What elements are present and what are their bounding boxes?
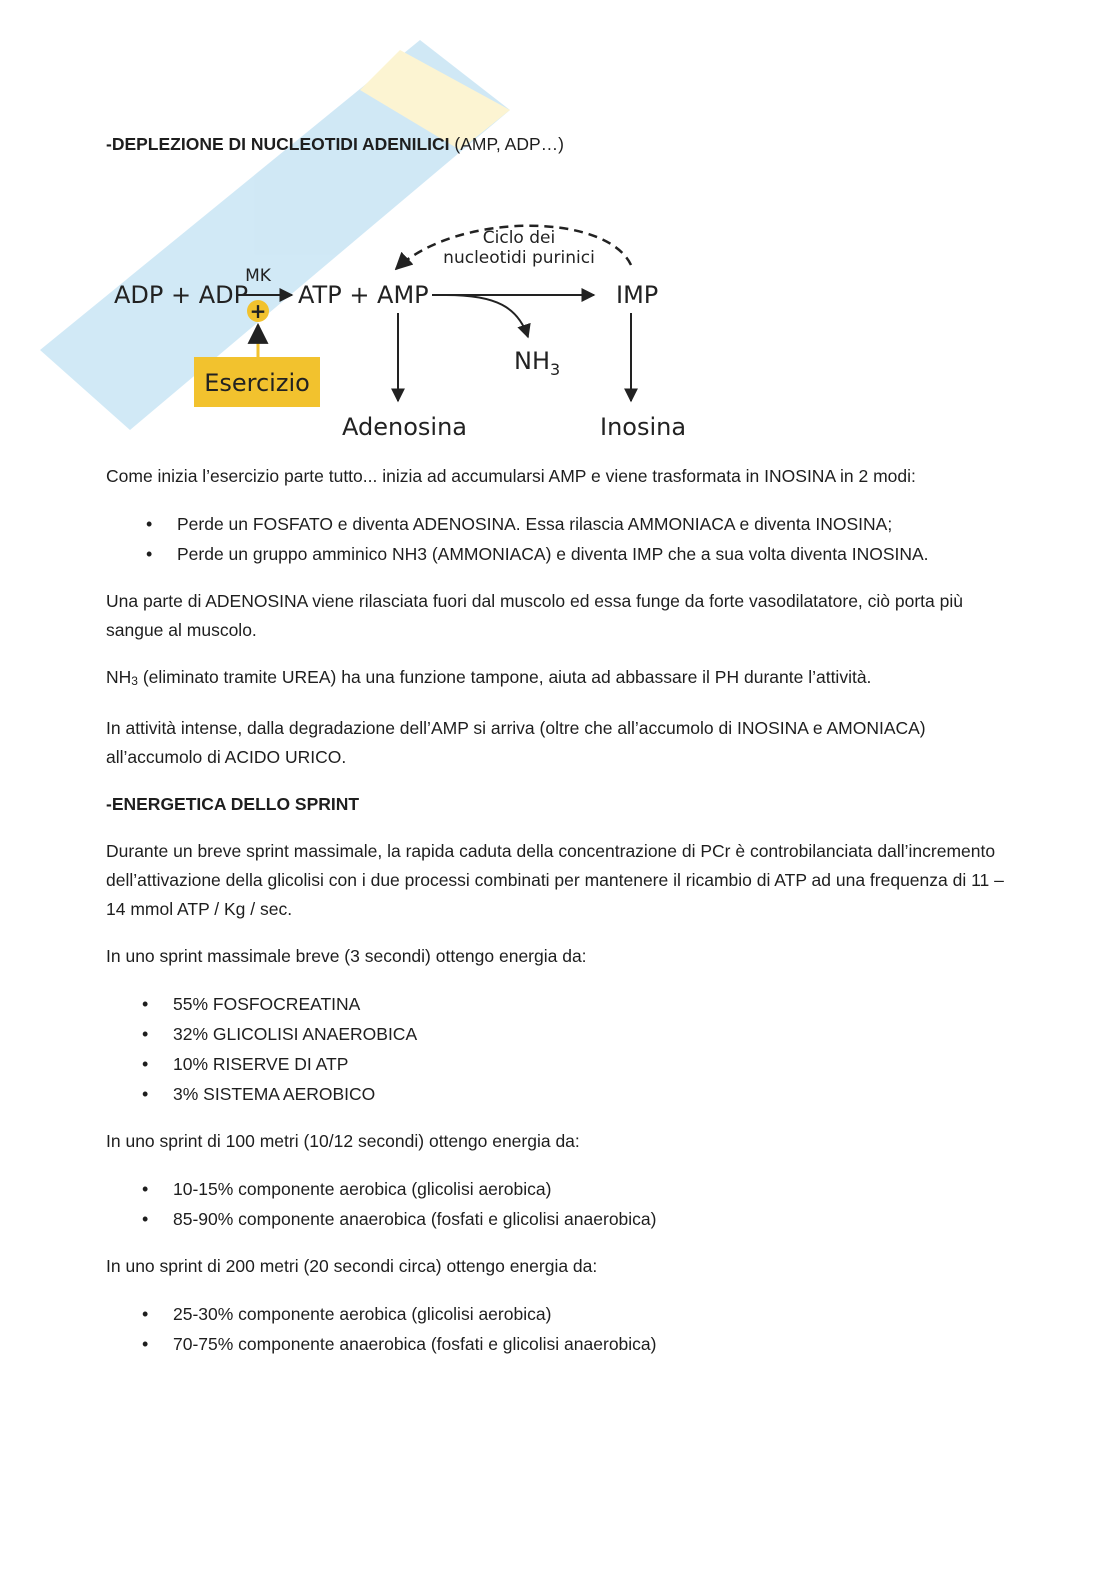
list-item: • 85-90% componente anaerobica (fosfati e glicolisi anaerobica) <box>173 1204 1006 1234</box>
cycle-label-line1: Ciclo dei <box>482 228 556 248</box>
adp-adp-label: ADP + ADP <box>114 281 249 309</box>
list-sprint-100m <box>106 1174 1006 1234</box>
list-item: • 3% SISTEMA AEROBICO <box>173 1079 1006 1109</box>
paragraph-sprint-200m: In uno sprint di 200 metri (20 secondi circa) ottengo energia da: <box>106 1256 598 1276</box>
cycle-label-line2: nucleotidi purinici <box>443 248 595 268</box>
paragraph-nh3: NH3 (eliminato tramite UREA) ha una funzione tampone, aiuta ad abbassare il PH durante l’attività. <box>106 667 872 688</box>
plus-sign: + <box>249 299 267 323</box>
list-item: • Perde un FOSFATO e diventa ADENOSINA. Essa rilascia AMMONIACA e diventa INOSINA; <box>177 509 1006 539</box>
mk-label: MK <box>245 266 271 286</box>
paragraph-adenosina: Una parte di ADENOSINA viene rilasciata fuori dal muscolo ed essa funge da forte vasodilatatore, ciò porta più sangue al muscolo. <box>106 591 963 640</box>
esercizio-label: Esercizio <box>204 369 310 397</box>
adenosina-label: Adenosina <box>342 413 467 441</box>
inosina-label: Inosina <box>600 413 687 441</box>
list-item: • 10% RISERVE DI ATP <box>173 1049 1006 1079</box>
paragraph-sprint-100m: In uno sprint di 100 metri (10/12 secondi) ottengo energia da: <box>106 1131 580 1151</box>
list-item: • 25-30% componente aerobica (glicolisi aerobica) <box>173 1299 1006 1329</box>
list-amp-transformations <box>106 509 1006 569</box>
list-item: • 55% FOSFOCREATINA <box>173 989 1006 1019</box>
imp-label: IMP <box>616 281 659 309</box>
atp-amp-label: ATP + AMP <box>298 281 429 309</box>
list-item: • Perde un gruppo amminico NH3 (AMMONIACA) e diventa IMP che a sua volta diventa INOSINA. <box>177 539 1006 569</box>
paragraph-sprint-intro: Durante un breve sprint massimale, la rapida caduta della concentrazione di PCr è controbilanciata dall’incremento dell’attivazione della glicolisi con i due processi combinati per mantenere il ricambio di ATP ad una frequenza di 11 – 14 mmol ATP / Kg / sec. <box>106 841 1004 919</box>
purine-nucleotide-cycle-diagram <box>106 177 706 441</box>
list-sprint-200m <box>106 1299 1006 1359</box>
paragraph-intro: Come inizia l’esercizio parte tutto... inizia ad accumularsi AMP e viene trasformata in INOSINA in 2 modi: <box>106 466 916 486</box>
list-item: • 32% GLICOLISI ANAEROBICA <box>173 1019 1006 1049</box>
list-item: • 70-75% componente anaerobica (fosfati e glicolisi anaerobica) <box>173 1329 1006 1359</box>
list-sprint-3s <box>106 989 1006 1109</box>
amp-to-nh3-arrow <box>446 295 528 337</box>
list-item: • 10-15% componente aerobica (glicolisi aerobica) <box>173 1174 1006 1204</box>
section-heading-deplezione: -DEPLEZIONE DI NUCLEOTIDI ADENILICI (AMP, ADP…) <box>106 134 564 154</box>
paragraph-sprint-3s: In uno sprint massimale breve (3 secondi) ottengo energia da: <box>106 946 587 966</box>
paragraph-acido-urico: In attività intense, dalla degradazione dell’AMP si arriva (oltre che all’accumolo di INOSINA e AMONIACA) all’accumolo di ACIDO URICO. <box>106 718 926 767</box>
page-content <box>106 130 1006 1377</box>
nh3-label: $NH_3$ <box>514 347 561 379</box>
section-heading-sprint: -ENERGETICA DELLO SPRINT <box>106 794 360 814</box>
